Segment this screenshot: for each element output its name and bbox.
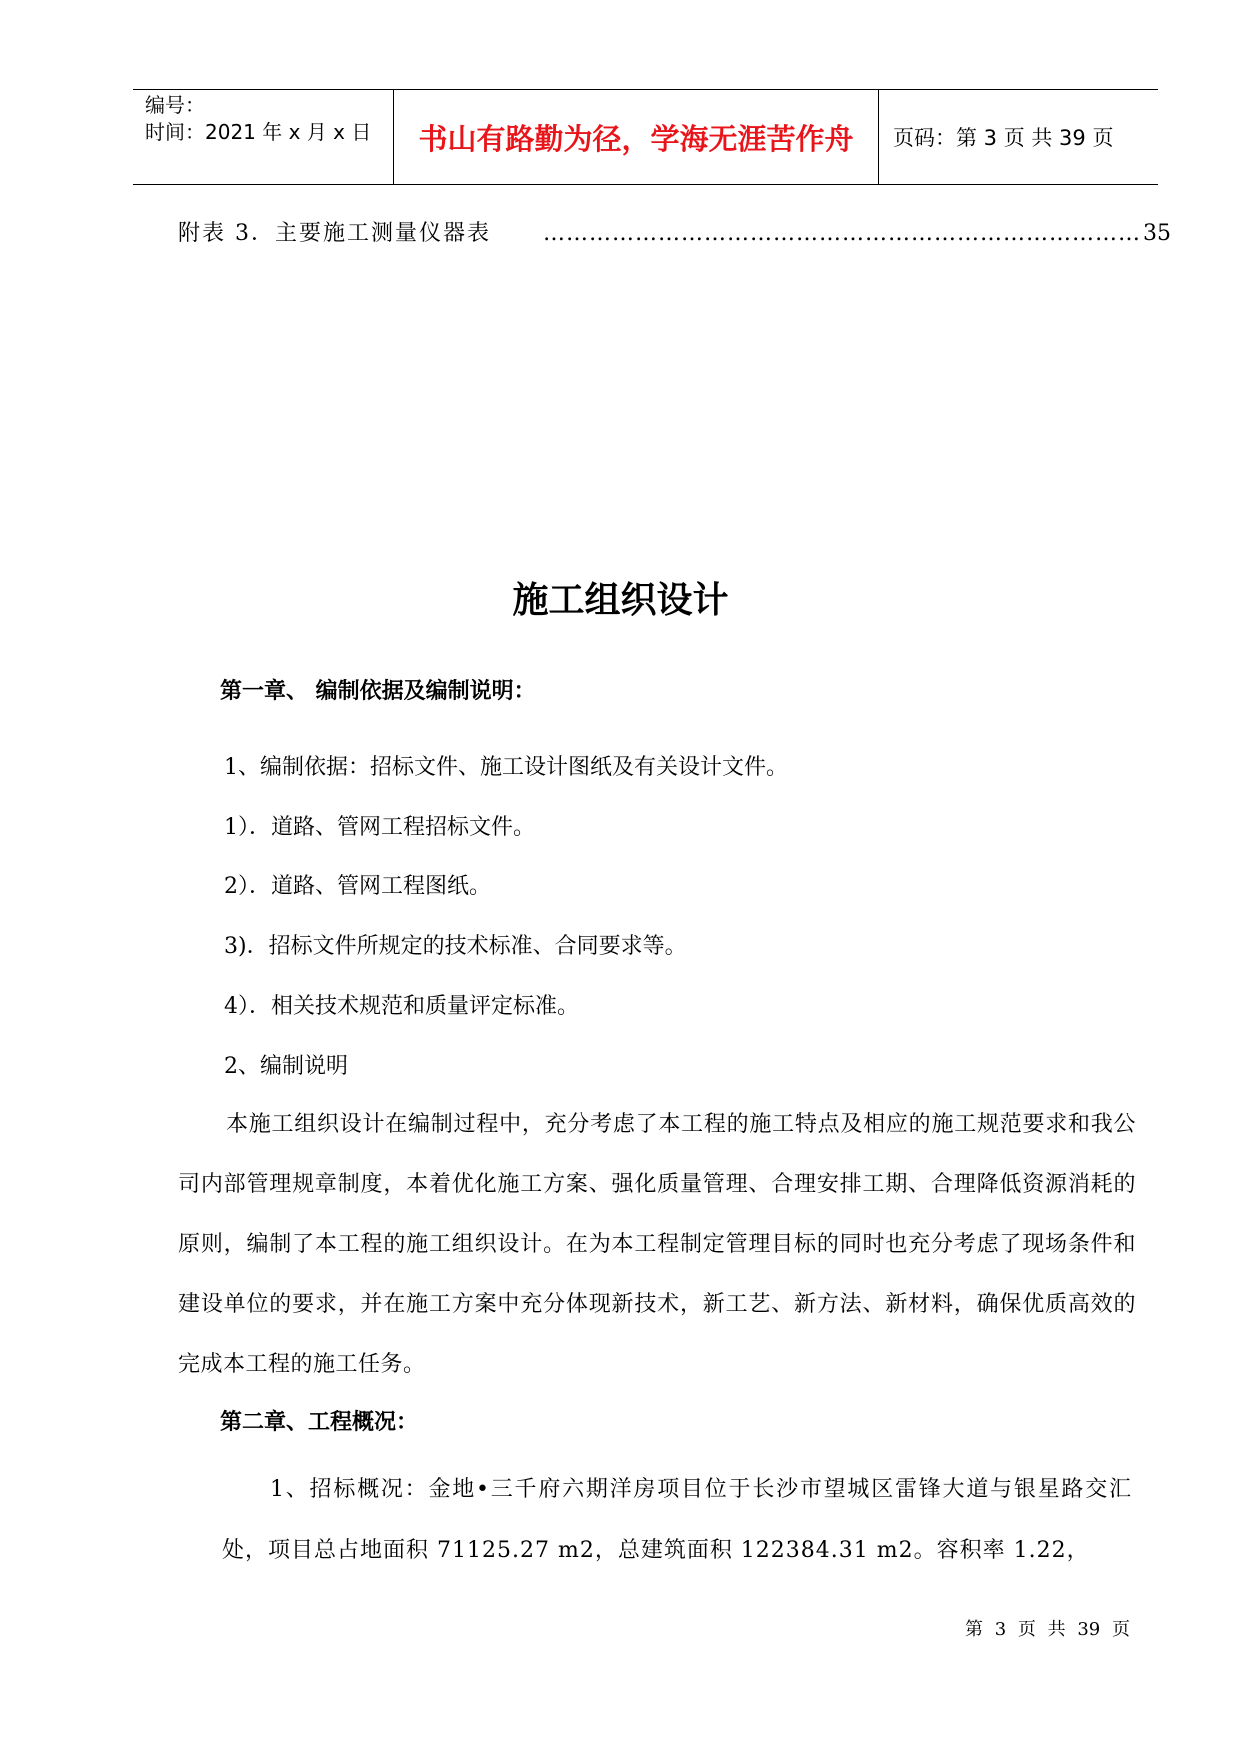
basis-paragraph: 1、编制依据：招标文件、施工设计图纸及有关设计文件。 (224, 755, 788, 780)
chapter2-heading: 第二章、工程概况： (220, 1410, 419, 1435)
header-left-cell (133, 90, 394, 184)
time-label: 时间：2021 年 x 月 x 日 (145, 120, 372, 144)
toc-entry[interactable] (178, 216, 1171, 250)
toc-entry-label: 附表 3．主要施工测量仪器表 (178, 221, 491, 246)
toc-page-number: 35 (1143, 221, 1171, 246)
basis-item-3: 3)．招标文件所规定的技术标准、合同要求等。 (224, 934, 687, 959)
toc-leader-dots: …………………………………………………………………… (543, 221, 1141, 246)
document-header (133, 89, 1158, 185)
explain-paragraph: 本施工组织设计在编制过程中，充分考虑了本工程的施工特点及相应的施工规范要求和我公司内部管理规章制度，本着优化施工方案、强化质量管理、合理安排工期、合理降低资源消耗的原则，编制了本工程的施工组织设计。在为本工程制定管理目标的同时也充分考虑了现场条件和建设单位的要求，并在施工方案中充分体现新技术，新工艺、新方法、新材料，确保优质高效的完成本工程的施工任务。 (178, 1112, 1136, 1377)
document-title: 施工组织设计 (512, 580, 729, 621)
page-footer: 第 3 页 共 39 页 (965, 1619, 1130, 1640)
basis-item-2: 2）．道路、管网工程图纸。 (224, 874, 491, 899)
tender-overview-paragraph: 1、招标概况：金地•三千府六期洋房项目位于长沙市望城区雷锋大道与银星路交汇处，项目总占地面积 71125.27 m2，总建筑面积 122384.31 m2。容积率 1.22， (222, 1477, 1132, 1563)
chapter1-heading: 第一章、 编制依据及编制说明： (220, 679, 536, 704)
basis-item-1: 1）．道路、管网工程招标文件。 (224, 815, 535, 840)
header-motto: 书山有路勤为径，学海无涯苦作舟 (394, 90, 879, 184)
serial-number-label: 编号： (145, 93, 205, 117)
basis-item-4: 4）．相关技术规范和质量评定标准。 (224, 994, 579, 1019)
explain-heading: 2、编制说明 (224, 1054, 348, 1079)
header-page-info: 页码：第 3 页 共 39 页 (893, 126, 1114, 150)
